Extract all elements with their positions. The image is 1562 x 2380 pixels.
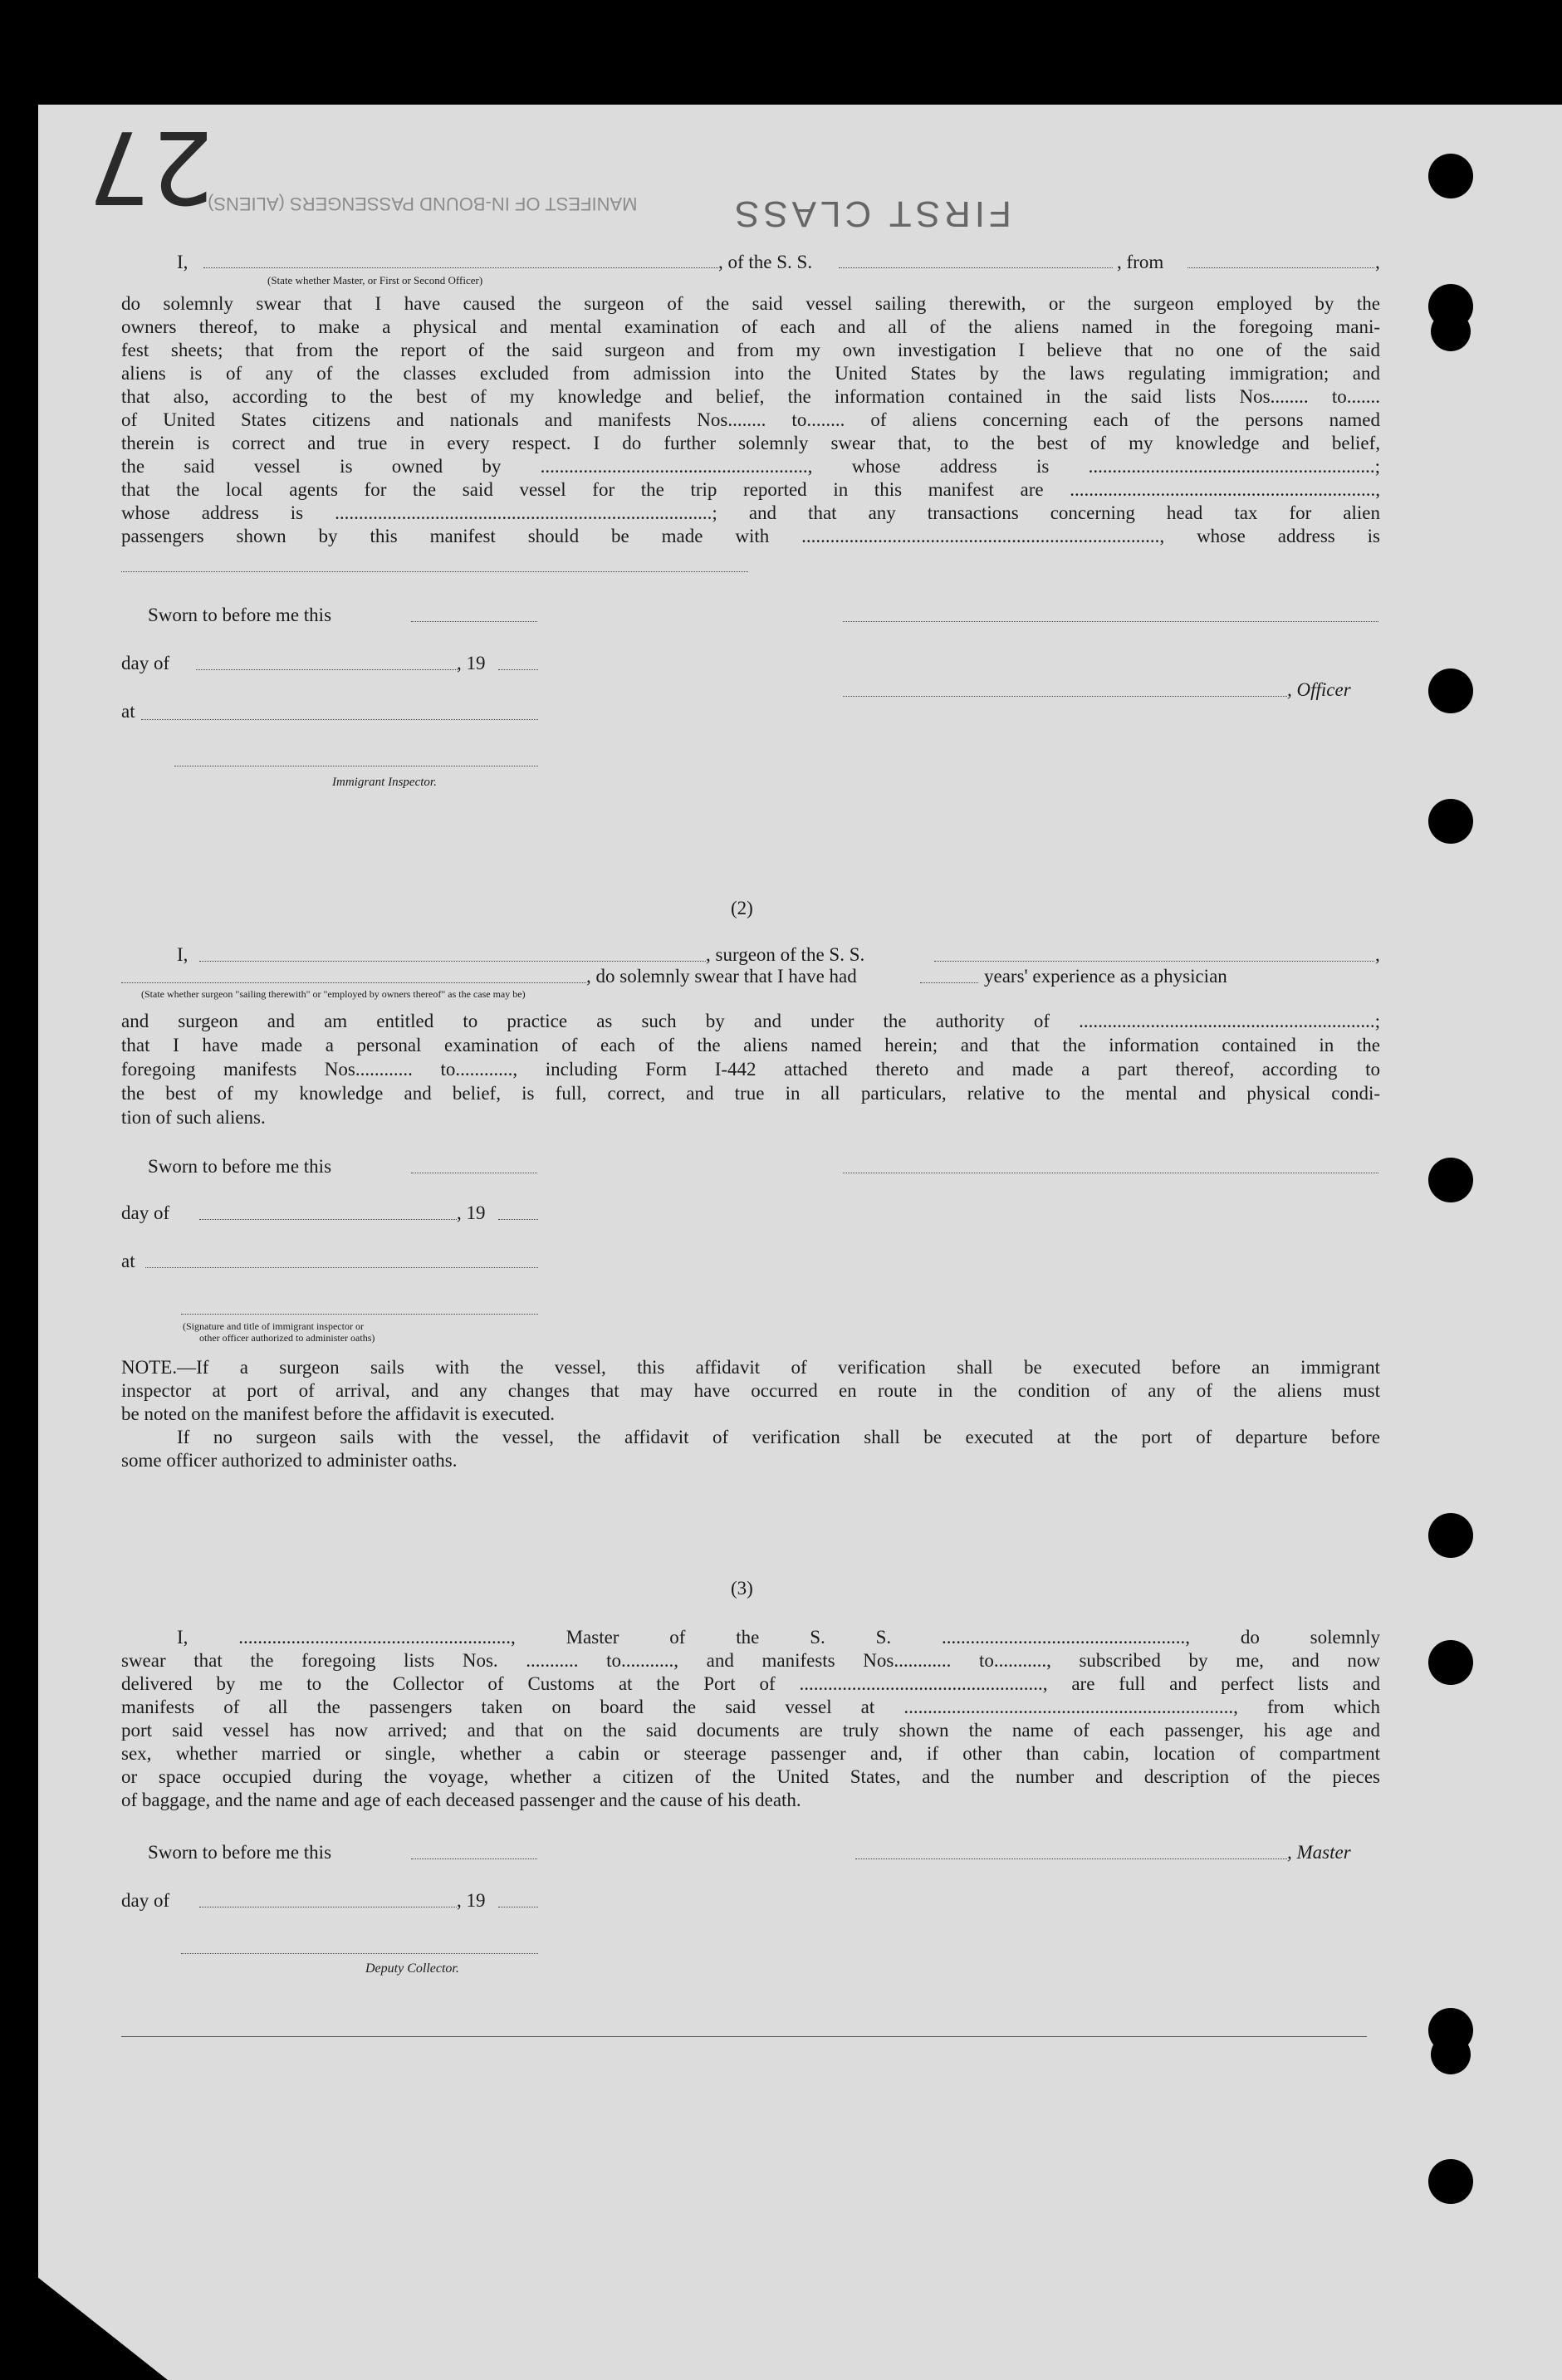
officer-title-field[interactable] bbox=[843, 696, 1287, 697]
s3-line: or space occupied during the voyage, whether a citizen of the United States, and the number and description of the pieces bbox=[121, 1766, 1380, 1787]
s3-line: manifests of all the passengers taken on board the said vessel at ....................................................................., from which bbox=[121, 1697, 1380, 1717]
s1-line: that also, according to the best of my knowledge and belief, the information contained in the said lists Nos........ to....... bbox=[121, 386, 1380, 407]
s1-sworn-label: Sworn to before me this bbox=[148, 605, 332, 625]
punch-hole bbox=[1428, 154, 1473, 198]
s3-day-of-label: day of bbox=[121, 1890, 170, 1911]
s2-sworn-label: Sworn to before me this bbox=[148, 1156, 332, 1177]
s1-year-field[interactable] bbox=[498, 669, 538, 670]
deputy-collector-label: Deputy Collector. bbox=[365, 1961, 459, 1976]
ghost-header: MANIFEST OF IN-BOUND PASSENGERS (ALIENS) bbox=[208, 193, 638, 214]
s3-year-label: , 19 bbox=[457, 1890, 486, 1911]
from-port-field[interactable] bbox=[1187, 267, 1374, 268]
head-tax-address-field[interactable] bbox=[121, 571, 748, 572]
s1-month-field[interactable] bbox=[196, 669, 458, 670]
s2-line: and surgeon and am entitled to practice as such by and under the authority of ..............................................................; bbox=[121, 1011, 1380, 1031]
s2-year-field[interactable] bbox=[498, 1219, 538, 1220]
s1-ship-label: , of the S. S. bbox=[718, 252, 813, 272]
punch-hole bbox=[1428, 799, 1473, 844]
s2-line: foregoing manifests Nos............ to............, including Form I-442 attached thereto and made a part thereof, according to bbox=[121, 1059, 1380, 1080]
s1-at-label: at bbox=[121, 701, 135, 722]
s1-line: owners thereof, to make a physical and mental examination of each and all of the aliens named in the foregoing mani- bbox=[121, 316, 1380, 337]
s1-line: that the local agents for the said vessel for the trip reported in this manifest are ................................................................, bbox=[121, 479, 1380, 500]
s1-signature-field[interactable] bbox=[843, 621, 1378, 622]
note-line: some officer authorized to administer oaths. bbox=[121, 1450, 458, 1471]
master-signature-field[interactable] bbox=[855, 1858, 1287, 1859]
years-experience-field[interactable] bbox=[920, 982, 978, 983]
ship-name-field[interactable] bbox=[839, 267, 1113, 268]
s2-day-of-label: day of bbox=[121, 1202, 170, 1223]
note-line: be noted on the manifest before the affidavit is executed. bbox=[121, 1403, 555, 1424]
s1-line: passengers shown by this manifest should be made with ..........................................................................., whose address is bbox=[121, 526, 1380, 546]
s2-line: that I have made a personal examination of each of the aliens named herein; and that the information contained in the bbox=[121, 1035, 1380, 1055]
s2-at-field[interactable] bbox=[145, 1267, 538, 1268]
s1-line: of United States citizens and nationals and manifests Nos........ to........ of aliens concerning each of the persons named bbox=[121, 409, 1380, 430]
s1-i-label: I, bbox=[177, 252, 189, 272]
bottom-rule bbox=[121, 2036, 1367, 2037]
s1-sworn-day-field[interactable] bbox=[411, 621, 537, 622]
s2-year-label: , 19 bbox=[457, 1202, 486, 1223]
s3-line: port said vessel has now arrived; and that on the said documents are truly shown the name of each passenger, his age and bbox=[121, 1720, 1380, 1741]
s2-caption: (State whether surgeon "sailing therewith" or "employed by owners thereof" as the case may be) bbox=[141, 988, 526, 1000]
s1-year-label: , 19 bbox=[457, 653, 486, 673]
s2-line: the best of my knowledge and belief, is full, correct, and true in all particulars, relative to the mental and physical condi- bbox=[121, 1083, 1380, 1104]
officer-label: , Officer bbox=[1287, 679, 1351, 700]
master-label: , Master bbox=[1287, 1842, 1351, 1863]
punch-hole bbox=[1431, 2035, 1471, 2074]
note-line: NOTE.—If a surgeon sails with the vessel, this affidavit of verification shall be executed before an immigrant bbox=[121, 1357, 1380, 1378]
first-class-stamp: FIRST CLASS bbox=[731, 193, 1011, 234]
s2-swear-label: , do solemnly swear that I have had bbox=[586, 966, 857, 987]
s2-ship-field[interactable] bbox=[934, 961, 1374, 962]
section-3-number: (3) bbox=[731, 1578, 753, 1599]
s2-inspector-signature-field[interactable] bbox=[181, 1314, 538, 1315]
punch-hole bbox=[1428, 1640, 1473, 1685]
s1-day-of-label: day of bbox=[121, 653, 170, 673]
punch-hole bbox=[1431, 311, 1471, 351]
s1-comma: , bbox=[1375, 252, 1380, 272]
note-line: inspector at port of arrival, and any changes that may have occurred en route in the condition of any of the aliens must bbox=[121, 1380, 1380, 1401]
s1-caption: (State whether Master, or First or Second Officer) bbox=[267, 274, 483, 286]
s1-line: aliens is of any of the classes excluded from admission into the United States by the laws regulating immigration; and bbox=[121, 363, 1380, 384]
punch-hole bbox=[1428, 1513, 1473, 1558]
s2-sig-caption-1: (Signature and title of immigrant inspector or bbox=[183, 1320, 364, 1332]
s1-line: the said vessel is owned by ........................................................, whose address is ............................................................; bbox=[121, 456, 1380, 477]
surgeon-status-field[interactable] bbox=[121, 982, 586, 983]
s2-month-field[interactable] bbox=[199, 1219, 457, 1220]
page-number: 27 bbox=[87, 108, 214, 223]
s3-sworn-day-field[interactable] bbox=[411, 1858, 537, 1859]
s1-line: therein is correct and true in every respect. I do further solemnly swear that, to the best of my knowledge and belief, bbox=[121, 433, 1380, 453]
s3-line: delivered by me to the Collector of Customs at the Port of ..................................................., are full and perfect lists and bbox=[121, 1673, 1380, 1694]
s1-line: fest sheets; that from the report of the said surgeon and from my own investigation I believe that no one of the said bbox=[121, 340, 1380, 360]
s3-line: sex, whether married or single, whether a cabin or steerage passenger and, if other than cabin, location of compartment bbox=[121, 1743, 1380, 1764]
surgeon-name-field[interactable] bbox=[199, 961, 706, 962]
s1-at-field[interactable] bbox=[141, 719, 538, 720]
s2-line: tion of such aliens. bbox=[121, 1107, 266, 1128]
punch-hole bbox=[1428, 1158, 1473, 1202]
immigrant-inspector-label: Immigrant Inspector. bbox=[332, 776, 437, 789]
s2-comma: , bbox=[1375, 944, 1380, 965]
s2-years-label: years' experience as a physician bbox=[984, 966, 1227, 987]
officer-name-field[interactable] bbox=[203, 267, 718, 268]
s3-line: swear that the foregoing lists Nos. ........... to..........., and manifests Nos............ to..........., subscribed by me, and now bbox=[121, 1650, 1380, 1671]
s3-line: I, ........................................................., Master of the S. S. ..................................................., do solemnly bbox=[177, 1627, 1380, 1648]
punch-hole bbox=[1428, 2159, 1473, 2204]
section-2-number: (2) bbox=[731, 898, 753, 918]
s1-line: do solemnly swear that I have caused the surgeon of the said vessel sailing therewith, or the surgeon employed by the bbox=[121, 293, 1380, 314]
s2-ship-label: , surgeon of the S. S. bbox=[706, 944, 865, 965]
punch-hole bbox=[1428, 668, 1473, 713]
s2-i-label: I, bbox=[177, 944, 189, 965]
deputy-signature-field[interactable] bbox=[181, 1953, 538, 1954]
s3-line: of baggage, and the name and age of each deceased passenger and the cause of his death. bbox=[121, 1790, 801, 1810]
s1-from-label: , from bbox=[1117, 252, 1164, 272]
s2-sig-caption-2: other officer authorized to administer oaths) bbox=[199, 1332, 375, 1344]
note-line: If no surgeon sails with the vessel, the affidavit of verification shall be executed at the port of departure before bbox=[177, 1427, 1380, 1447]
s1-line: whose address is ...............................................................................; and that any transactions concerning head tax for alien bbox=[121, 502, 1380, 523]
s2-at-label: at bbox=[121, 1251, 135, 1271]
s3-sworn-label: Sworn to before me this bbox=[148, 1842, 332, 1863]
